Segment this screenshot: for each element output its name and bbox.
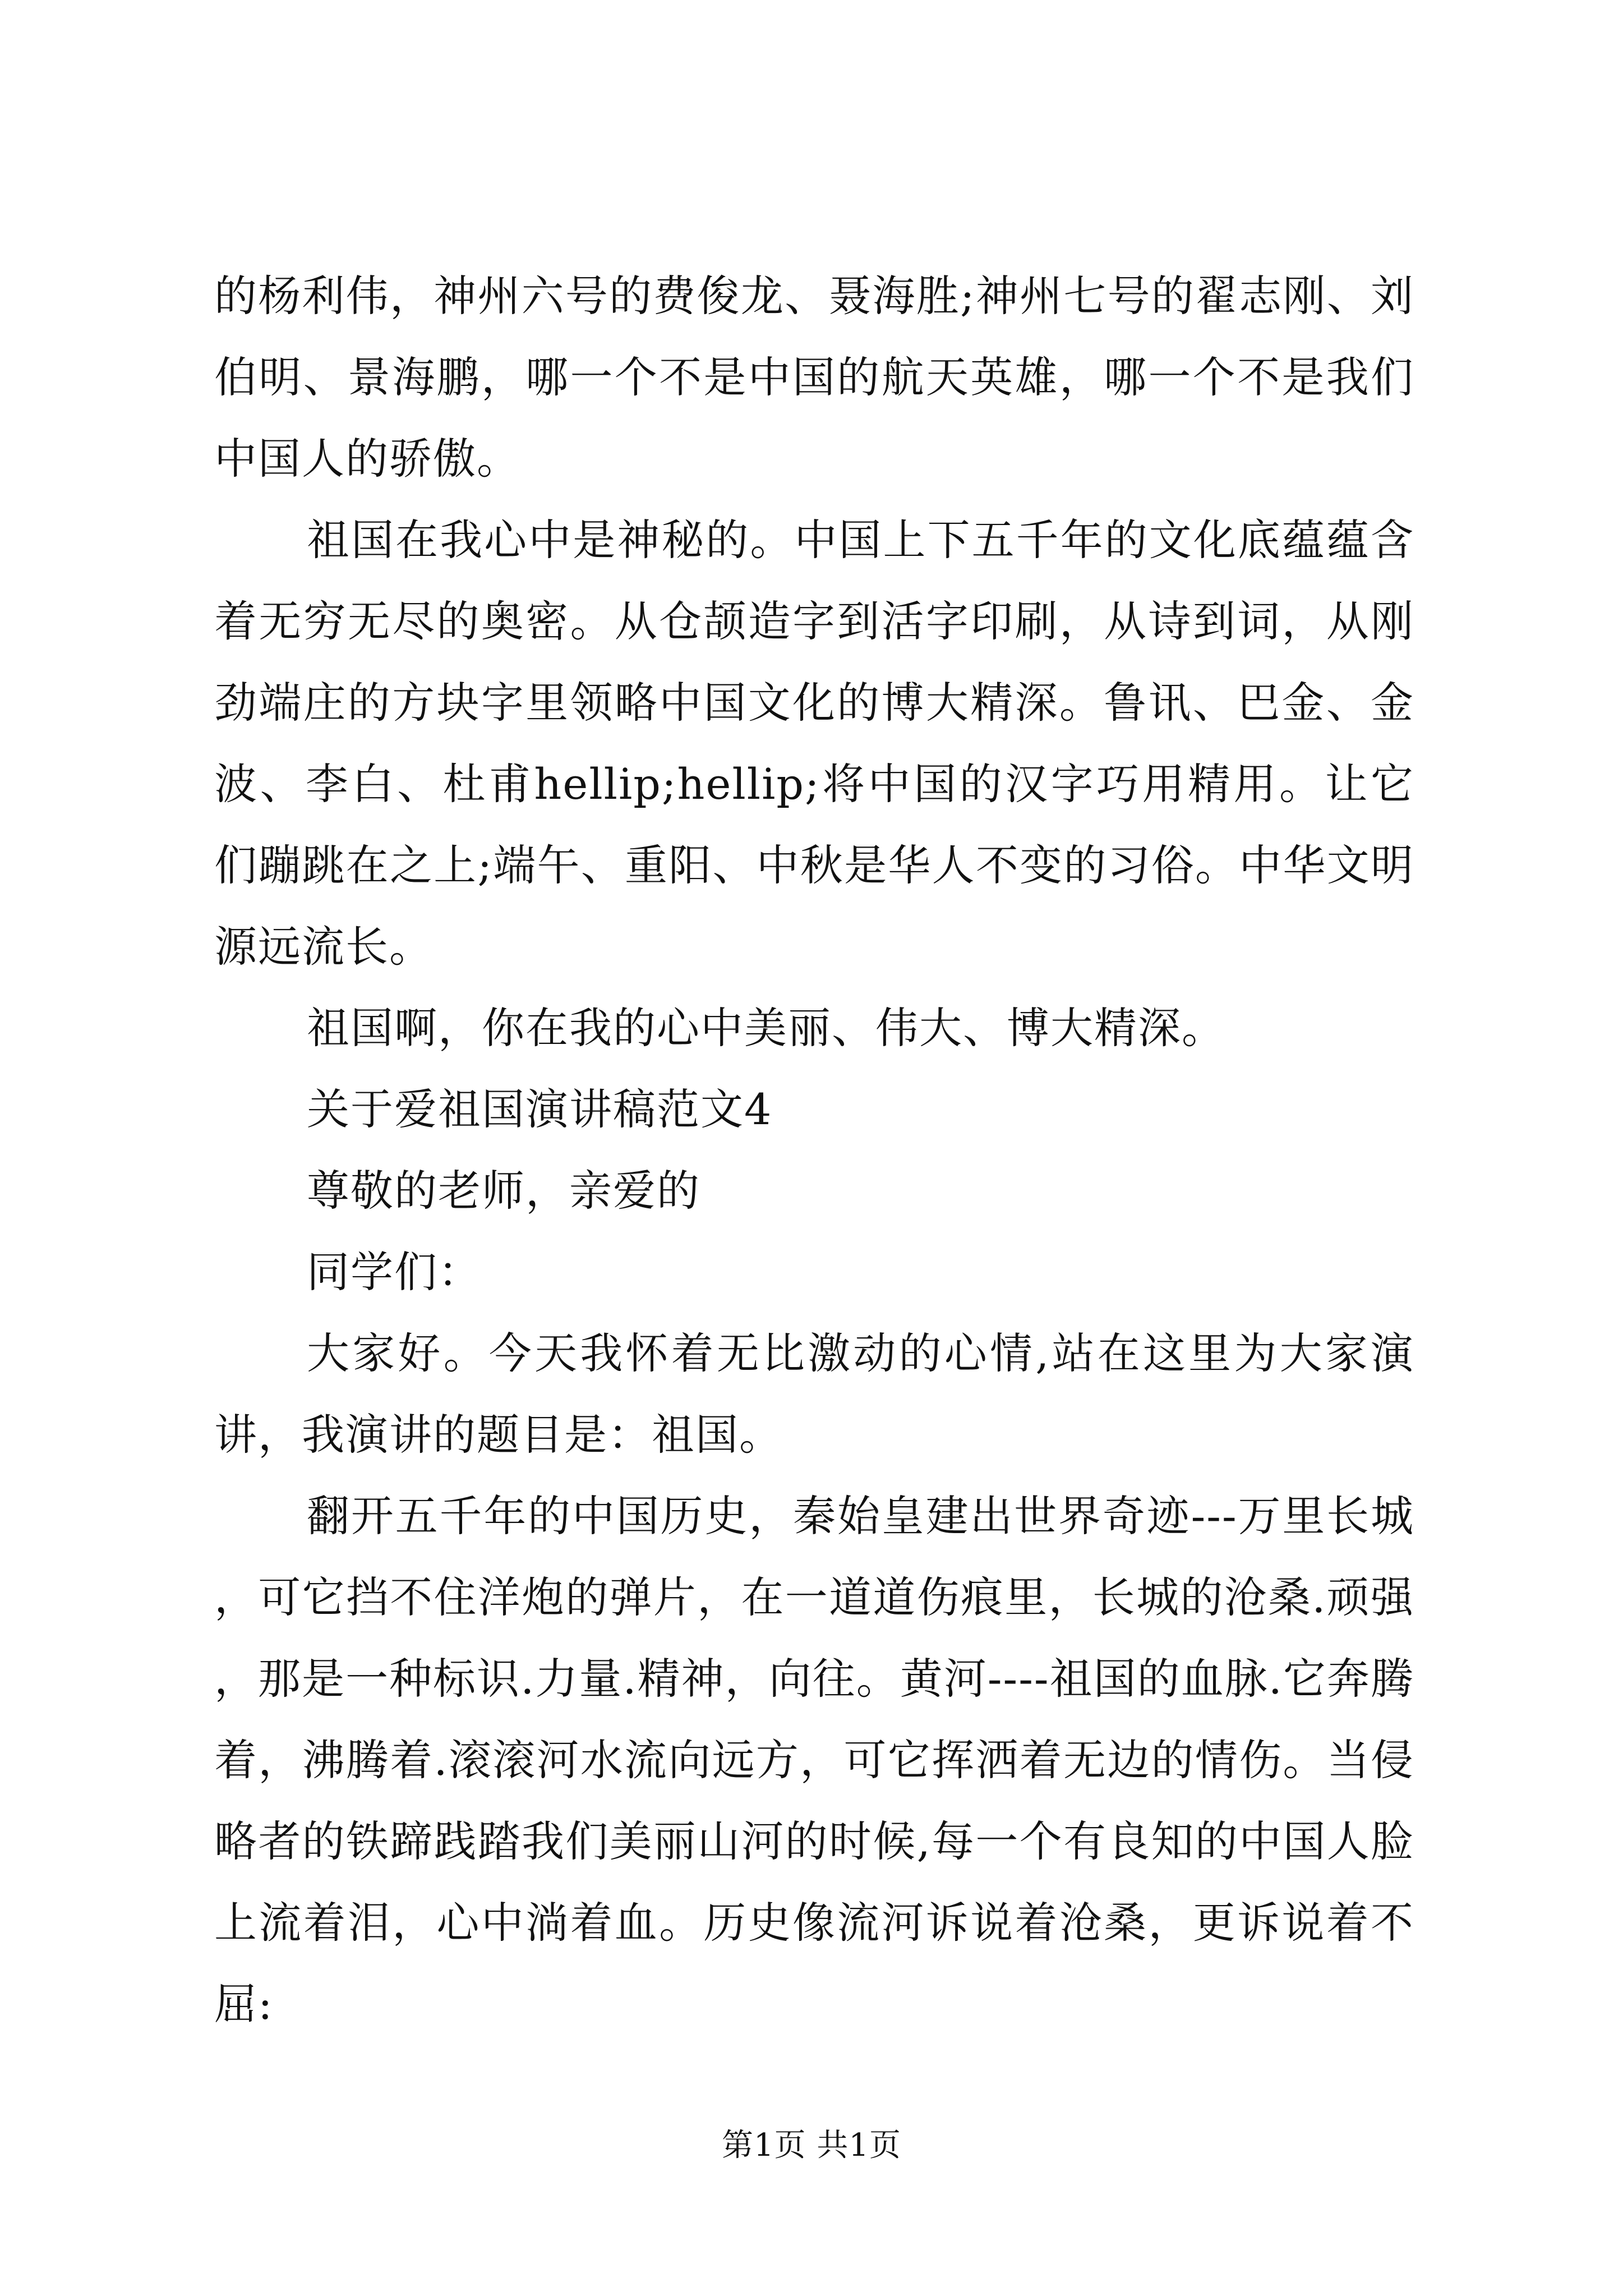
salutation-line: 尊敬的老师，亲爱的: [307, 1166, 700, 1216]
page-number-footer: 第1页 共1页: [721, 2127, 902, 2164]
paragraph-closing-exclamation: 祖国啊，你在我的心中美丽、伟大、博大精深。: [307, 1003, 1225, 1053]
paragraph-mysterious-motherland: 祖国在我心中是神秘的。中国上下五千年的文化底蕴蕴含着无穷无尽的奥密。从仓颉造字到活字印刷，从诗到词，从刚劲端庄的方块字里领略中国文化的博大精深。鲁讯、巴金、金波、李白、杜甫hellip;hellip;将中国的汉字巧用精用。让它们蹦跳在之上;端午、重阳、中秋是华人不变的习俗。中华文明源远流长。: [214, 515, 1414, 972]
paragraph-continuation: 的杨利伟，神州六号的费俊龙、聂海胜;神州七号的翟志刚、刘伯明、景海鹏，哪一个不是中国的航天英雄，哪一个不是我们中国人的骄傲。: [214, 271, 1414, 484]
salutation-students: 同学们：: [307, 1247, 482, 1297]
paragraph-greeting: 大家好。今天我怀着无比激动的心情,站在这里为大家演讲，我演讲的题目是：祖国。: [214, 1328, 1414, 1460]
document-body: [214, 255, 1414, 2045]
section-heading: 关于爱祖国演讲稿范文4: [307, 1084, 773, 1134]
paragraph-history: 翻开五千年的中国历史，秦始皇建出世界奇迹---万里长城，可它挡不住洋炮的弹片，在一道道伤痕里，长城的沧桑.顽强，那是一种标识.力量.精神，向往。黄河----祖国的血脉.它奔腾着，沸腾着.滚滚河水流向远方，可它挥洒着无边的情伤。当侵略者的铁蹄践踏我们美丽山河的时候,每一个有良知的中国人脸上流着泪，心中淌着血。历史像流河诉说着沧桑，更诉说着不屈:: [214, 1491, 1414, 2029]
